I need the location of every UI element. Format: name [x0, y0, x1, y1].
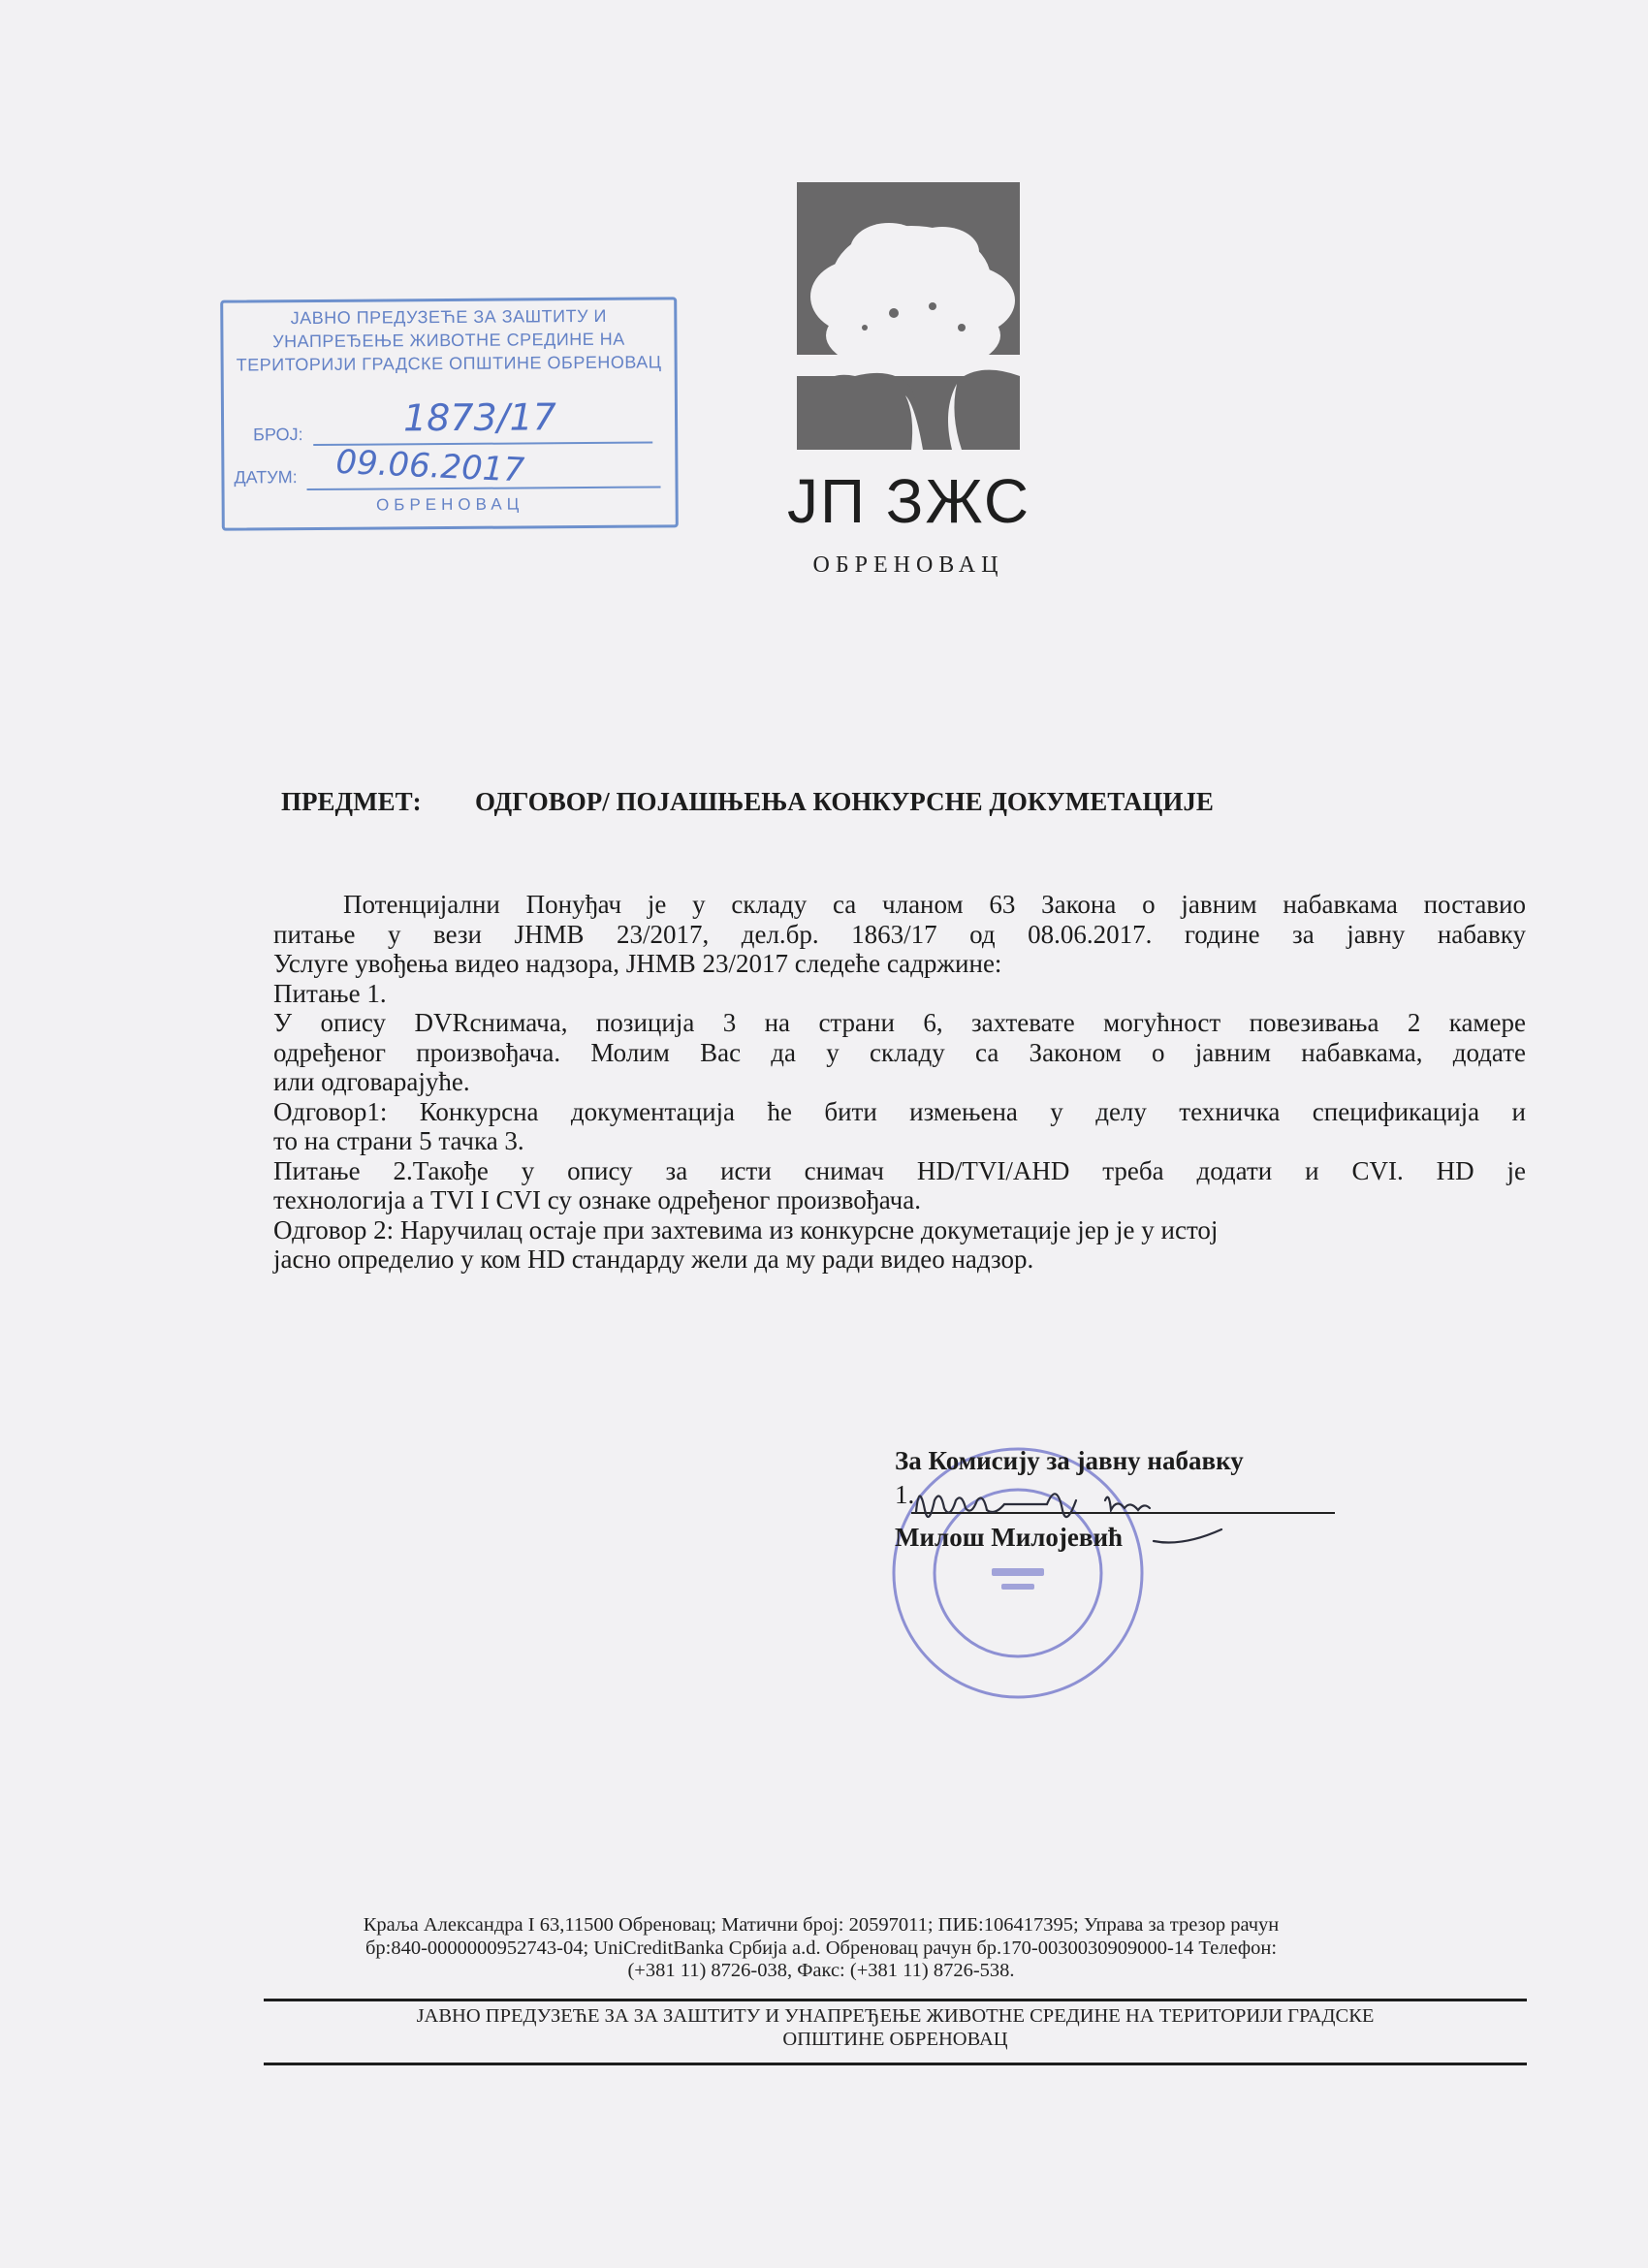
stamp-date-label: ДАТУМ:: [234, 467, 298, 488]
signature-number: 1.: [895, 1480, 915, 1509]
footer-address: [273, 1914, 1369, 1983]
logo-wordmark: ЈП ЗЖС: [787, 466, 1031, 536]
stamp-number-label: БРОЈ:: [253, 425, 303, 445]
logo-city: ОБРЕНОВАЦ: [812, 552, 1004, 578]
stamp-line-3: ТЕРИТОРИЈИ ГРАДСКЕ ОПШТИНЕ ОБРЕНОВАЦ: [236, 352, 662, 375]
body-line: јасно определио у ком HD стандарду жели да му ради видео надзор.: [273, 1244, 1034, 1274]
body-line: одређеног произвођача. Молим Вас да у складу са Законом о јавним набавкама, додате: [273, 1037, 1526, 1067]
body-line: питање у вези ЈНМВ 23/2017, дел.бр. 1863/17 од 08.06.2017. године за јавну набавку: [273, 919, 1526, 949]
footer-divider-top: [264, 1999, 1527, 2001]
body-line: Потенцијални Понуђач је у складу са чланом 63 Закона о јавним набавкама поставио: [343, 890, 1526, 919]
footer-address-line: Краља Александра I 63,11500 Обреновац; Матични број: 20597011; ПИБ:106417395; Управа за трезор рачун: [363, 1914, 1280, 1936]
body-line: Питање 1.: [273, 978, 387, 1008]
stamp-city: ОБРЕНОВАЦ: [375, 494, 524, 515]
body-line: то на страни 5 тачка 3.: [273, 1126, 524, 1155]
footer-org-line: ОПШТИНЕ ОБРЕНОВАЦ: [782, 2029, 1008, 2050]
stamp-line-1: ЈАВНО ПРЕДУЗЕЋЕ ЗА ЗАШТИТУ И: [290, 305, 607, 329]
subject-line: [281, 787, 1214, 817]
footer-divider-bottom: [264, 2063, 1527, 2065]
received-stamp: [220, 297, 679, 530]
body-line: Одговор 2: Наручилац остаје при захтевима из конкурсне докуметације јер је у истој: [273, 1214, 1219, 1244]
body-line: У опису DVRснимача, позиција 3 на страни 6, захтевате могућност повезивања 2 камере: [273, 1008, 1526, 1037]
footer-organization: [264, 2004, 1527, 2051]
body-line: Услуге увођења видео надзора, ЈНМВ 23/2017 следеће садржине:: [273, 949, 1002, 978]
subject-label: ПРЕДМЕТ:: [281, 787, 422, 816]
body-line: технологија а TVI I CVI су ознаке одређеног произвођача.: [273, 1185, 921, 1214]
subject-text: ОДГОВОР/ ПОЈАШЊЕЊА КОНКУРСНЕ ДОКУМЕТАЦИЈЕ: [475, 787, 1214, 816]
signature-title: За Комисију за јавну набавку: [895, 1446, 1244, 1475]
stamp-line-2: УНАПРЕЂЕЊЕ ЖИВОТНЕ СРЕДИНЕ НА: [272, 329, 625, 352]
tree-logo-icon: [797, 182, 1020, 450]
stamp-date-value: 09.06.2017: [334, 442, 525, 490]
footer-address-line: (+381 11) 8726-038, Факс: (+381 11) 8726-538.: [627, 1960, 1015, 1981]
signer-name: Милош Милојевић: [895, 1523, 1124, 1552]
body-line: или одговарајуће.: [273, 1067, 470, 1096]
letter-body: [273, 890, 1534, 1275]
footer-org-line: ЈАВНО ПРЕДУЗЕЋЕ ЗА ЗА ЗАШТИТУ И УНАПРЕЂЕЊЕ ЖИВОТНЕ СРЕДИНЕ НА ТЕРИТОРИЈИ ГРАДСКЕ: [416, 2005, 1375, 2027]
body-line: Питање 2.Такође у опису за исти снимач HD/TVI/AHD треба додати и CVI. HD је: [273, 1155, 1526, 1185]
stamp-number-value: 1873/17: [402, 395, 557, 440]
body-line: Одговор1: Конкурсна документација ће бити измењена у делу техничка спецификација и: [273, 1096, 1526, 1126]
footer-address-line: бр:840-0000000952743-04; UniCreditBanka Србија a.d. Обреновац рачун бр.170-0030030909000-14 Телефон:: [364, 1937, 1278, 1959]
